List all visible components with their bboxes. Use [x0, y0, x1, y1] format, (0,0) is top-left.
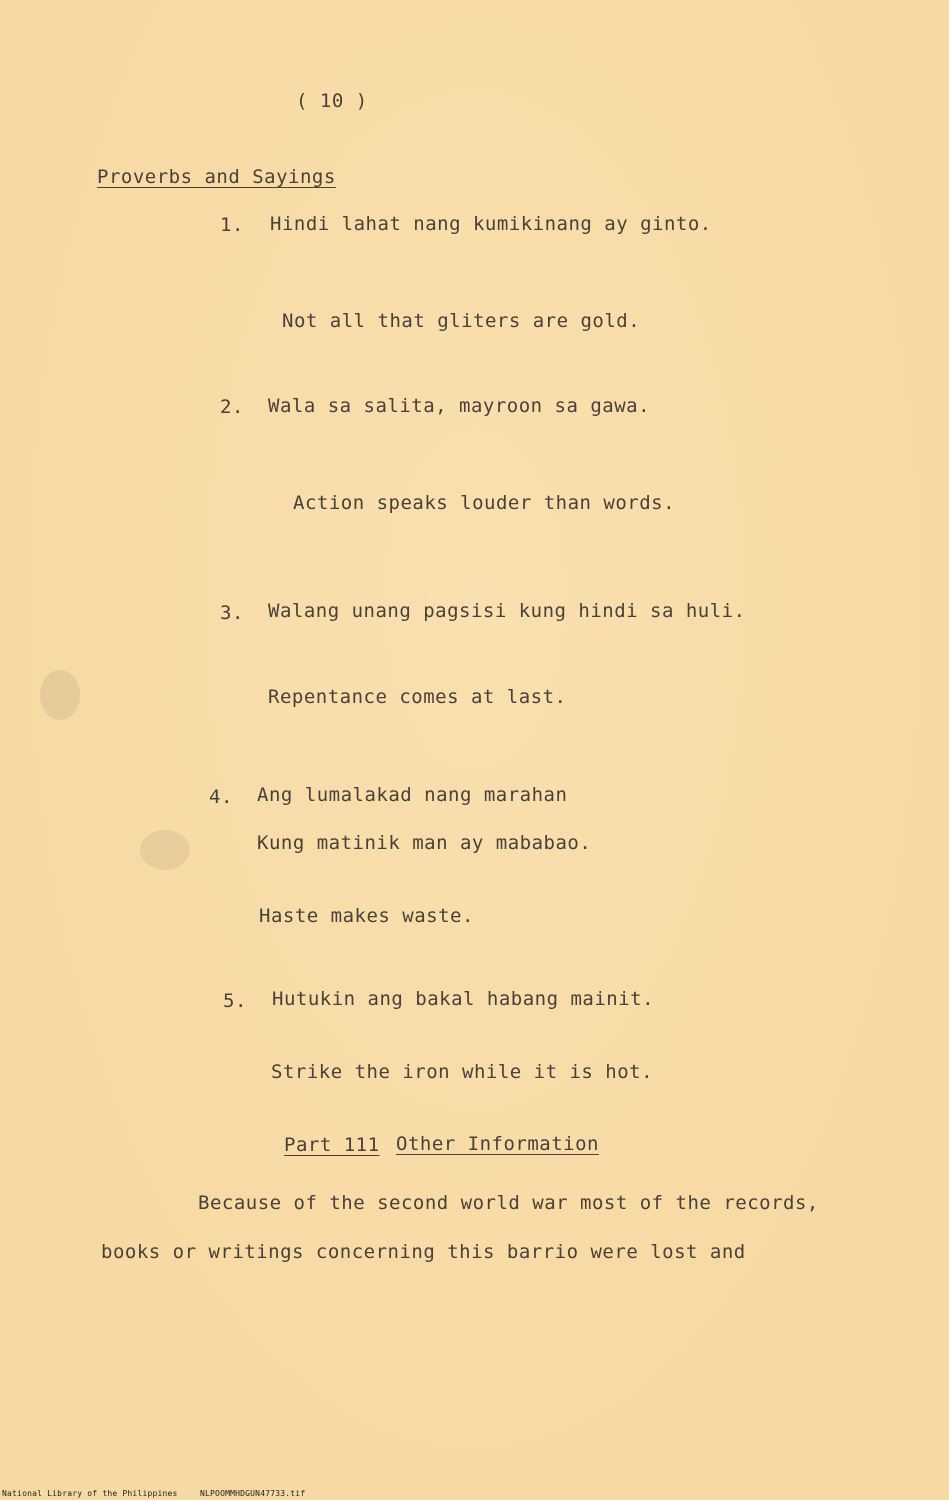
paper-smudge [140, 830, 190, 870]
proverb-translation: Strike the iron while it is hot. [271, 1061, 654, 1083]
proverb-number: 5. [223, 990, 247, 1012]
section-title: Proverbs and Sayings [97, 166, 336, 188]
proverb-number: 3. [220, 602, 244, 624]
footer-file: NLPOOMMHDGUN47733.tif [200, 1489, 306, 1498]
part-title: Other Information [396, 1133, 599, 1155]
proverb-text: Kung matinik man ay mababao. [257, 832, 592, 854]
proverb-number: 4. [209, 786, 233, 808]
proverb-translation: Action speaks louder than words. [293, 492, 676, 514]
proverb-text: Hindi lahat nang kumikinang ay ginto. [270, 213, 712, 235]
proverb-text: Walang unang pagsisi kung hindi sa huli. [268, 600, 746, 622]
proverb-translation: Repentance comes at last. [268, 686, 567, 708]
footer-library: National Library of the Philippines [2, 1489, 178, 1498]
body-text-line: books or writings concerning this barrio were lost and [101, 1241, 746, 1263]
proverb-translation: Not all that gliters are gold. [282, 310, 641, 332]
proverb-number: 2. [220, 396, 244, 418]
body-text-line: Because of the second world war most of the records, [198, 1192, 819, 1214]
part-label: Part 111 [284, 1134, 380, 1156]
proverb-text: Ang lumalakad nang marahan [257, 784, 568, 806]
proverb-translation: Haste makes waste. [259, 905, 474, 927]
paper-smudge [40, 670, 80, 720]
proverb-number: 1. [220, 214, 244, 236]
page-number: ( 10 ) [296, 90, 368, 112]
proverb-text: Hutukin ang bakal habang mainit. [272, 988, 655, 1010]
proverb-text: Wala sa salita, mayroon sa gawa. [268, 395, 651, 417]
